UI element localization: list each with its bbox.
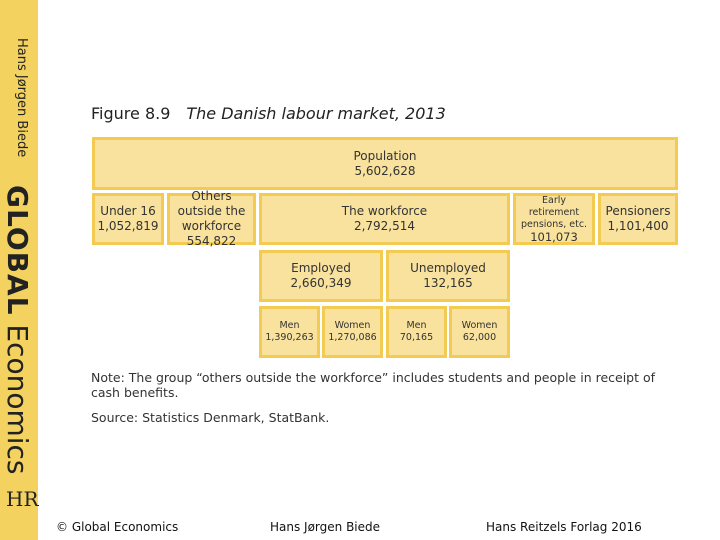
employed-men-value: 1,390,263 bbox=[265, 332, 314, 343]
box-employed bbox=[259, 250, 383, 302]
figure-note: Note: The group “others outside the workforce” includes students and people in receipt of cash benefits. bbox=[91, 370, 656, 400]
under16-label: Under 16 bbox=[100, 204, 156, 218]
employed-men-label: Men bbox=[279, 320, 300, 331]
box-unemployed bbox=[386, 250, 510, 302]
box-unemployed-women bbox=[449, 306, 510, 358]
footer-right: Hans Reitzels Forlag 2016 bbox=[486, 520, 642, 534]
population-label: Population bbox=[353, 148, 417, 163]
box-workforce bbox=[259, 193, 510, 245]
workforce-value: 2,792,514 bbox=[353, 219, 416, 233]
box-unemployed-men bbox=[386, 306, 447, 358]
unemployed-value: 132,165 bbox=[423, 276, 473, 290]
brand-light: Economics bbox=[1, 315, 34, 475]
box-pensioners bbox=[598, 193, 678, 245]
figure-number: Figure 8.9 bbox=[91, 104, 171, 123]
unemployed-women-value: 62,000 bbox=[462, 332, 497, 343]
early-retirement-value: 101,073 bbox=[530, 230, 578, 244]
box-under-16 bbox=[92, 193, 164, 245]
others-label: Others outside the workforce bbox=[177, 189, 246, 233]
employed-value: 2,660,349 bbox=[290, 276, 352, 290]
others-value: 554,822 bbox=[186, 234, 237, 248]
workforce-label: The workforce bbox=[341, 204, 428, 218]
box-population bbox=[92, 137, 678, 190]
sidebar-brand bbox=[1, 185, 34, 475]
early-retirement-label: Early retirement pensions, etc. bbox=[520, 195, 588, 230]
brand-bold: GLOBAL bbox=[1, 185, 34, 316]
sidebar-author: Hans Jørgen Biede bbox=[14, 38, 29, 158]
employed-women-label: Women bbox=[334, 320, 371, 331]
box-employed-men bbox=[259, 306, 320, 358]
pensioners-value: 1,101,400 bbox=[607, 219, 669, 233]
box-employed-women bbox=[322, 306, 383, 358]
box-others-outside bbox=[167, 189, 256, 248]
sidebar bbox=[0, 0, 38, 540]
figure-title bbox=[91, 104, 446, 123]
publisher-logo: HR bbox=[6, 487, 39, 511]
employed-label: Employed bbox=[291, 261, 351, 275]
footer-center: Hans Jørgen Biede bbox=[270, 520, 381, 534]
population-value: 5,602,628 bbox=[354, 163, 416, 178]
figure-source: Source: Statistics Denmark, StatBank. bbox=[91, 410, 330, 425]
unemployed-label: Unemployed bbox=[410, 261, 486, 275]
box-early-retirement bbox=[513, 193, 595, 245]
unemployed-men-value: 70,165 bbox=[399, 332, 434, 343]
unemployed-men-label: Men bbox=[406, 320, 427, 331]
under16-value: 1,052,819 bbox=[97, 219, 159, 233]
footer-left: © Global Economics bbox=[56, 520, 179, 534]
employed-women-value: 1,270,086 bbox=[328, 332, 377, 343]
pensioners-label: Pensioners bbox=[605, 204, 671, 218]
unemployed-women-label: Women bbox=[461, 320, 498, 331]
figure-caption: The Danish labour market, 2013 bbox=[186, 104, 446, 123]
